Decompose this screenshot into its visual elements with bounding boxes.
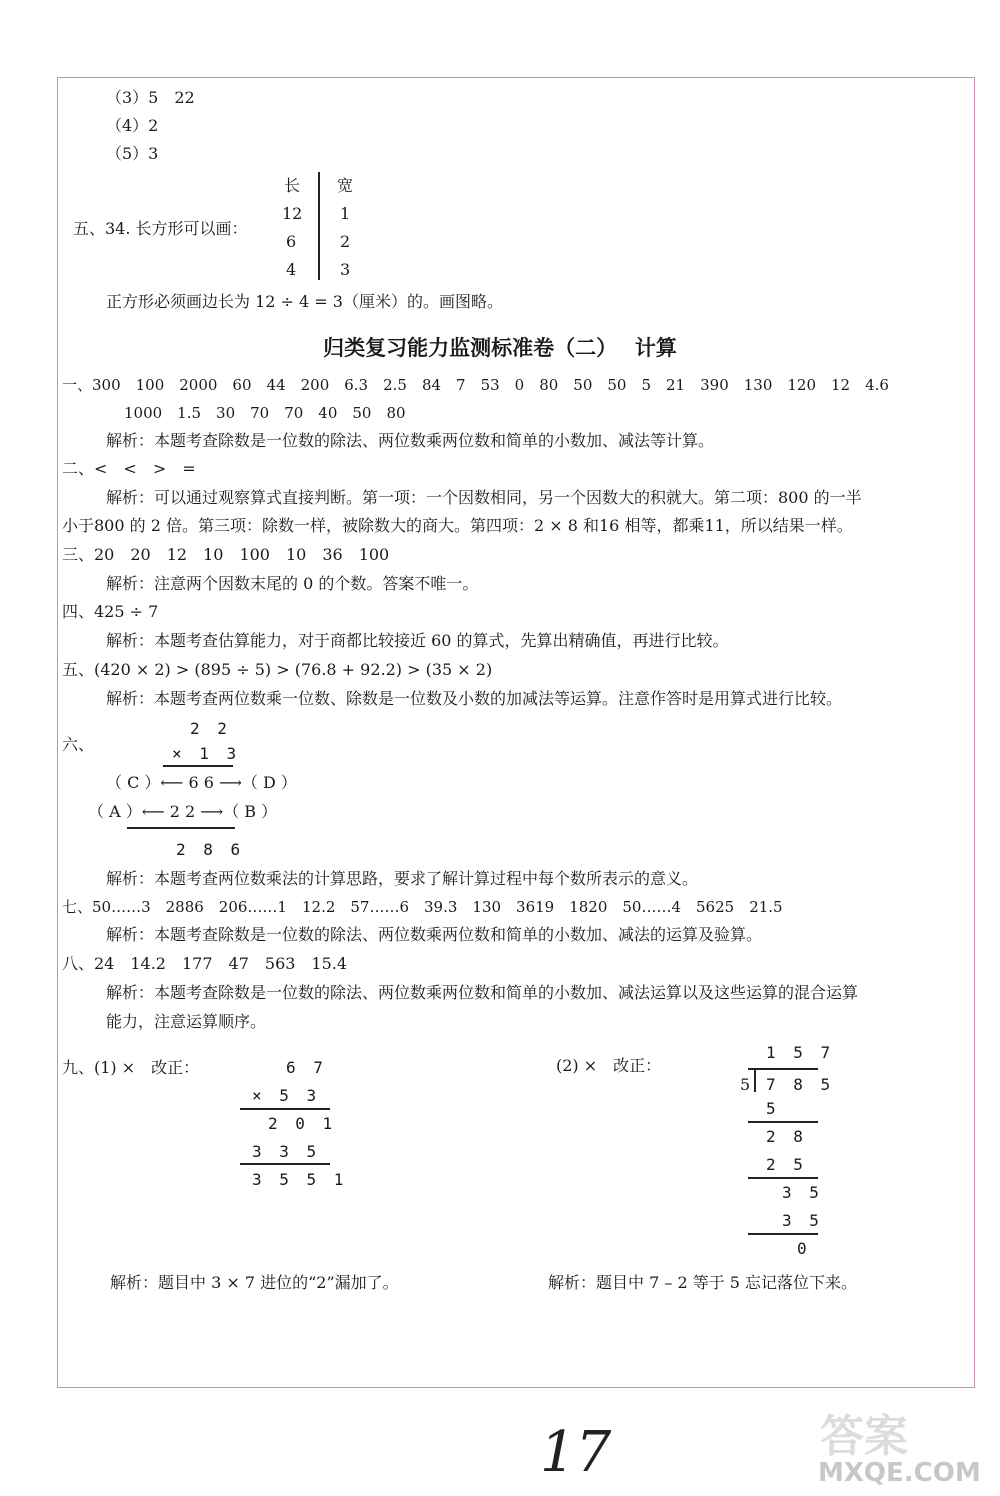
s9-p2-remainder: 0 bbox=[797, 1239, 811, 1258]
s6-result: 2 8 6 bbox=[176, 840, 245, 859]
table-cell: 3 bbox=[340, 260, 351, 279]
s9-p1-multiplier: × 5 3 bbox=[252, 1086, 321, 1105]
s9-p2-quotient: 1 5 7 bbox=[766, 1043, 835, 1062]
s9-p1-analysis: 解析：题目中 3 × 7 进位的“2”漏加了。 bbox=[110, 1273, 399, 1292]
s9-p1-result: 3 5 5 1 bbox=[252, 1170, 348, 1189]
s9-p1-rule bbox=[240, 1108, 330, 1110]
watermark-logo: 答案 bbox=[820, 1411, 908, 1462]
s2-analysis-cont: 小于800 的 2 倍。第三项：除数一样，被除数大的商大。第四项：2 × 8 和16 相等，都乘11，所以结果一样。 bbox=[62, 516, 853, 535]
s6-analysis: 解析：本题考查两位数乘法的计算思路，要求了解计算过程中每个数所表示的意义。 bbox=[106, 869, 699, 888]
s2-analysis: 解析：可以通过观察算式直接判断。第一项：一个因数相同，另一个因数大的积就大。第二项：800 的一半 bbox=[106, 488, 862, 507]
s4-analysis: 解析：本题考查估算能力，对于商都比较接近 60 的算式，先算出精确值，再进行比较。 bbox=[106, 631, 729, 650]
s9-p1-partial-2: 3 3 5 bbox=[252, 1142, 321, 1161]
s6-multiplicand: 2 2 bbox=[190, 719, 231, 738]
answer-5: （5）3 bbox=[106, 144, 159, 163]
s1-answers: 一、300 100 2000 60 44 200 6.3 2.5 84 7 53 0 80 50 50 5 21 390 130 120 12 4.6 bbox=[62, 376, 889, 394]
s8-analysis: 解析：本题考查除数是一位数的除法、两位数乘两位数和简单的小数加、减法运算以及这些运算的混合运算 bbox=[106, 983, 859, 1002]
answer-3: （3）5 22 bbox=[106, 88, 195, 107]
s9-p2-label: (2) × 改正： bbox=[556, 1056, 662, 1075]
s9-p1-partial-1: 2 0 1 bbox=[268, 1114, 337, 1133]
s6-partial-1: （ C ）⟵ 6 6 ⟶（ D ） bbox=[106, 773, 297, 792]
s9-p2-step: 2 5 bbox=[766, 1155, 807, 1174]
s9-p2-rule bbox=[748, 1177, 818, 1179]
s9-p1-rule bbox=[240, 1163, 330, 1165]
s9-p2-rule bbox=[748, 1121, 818, 1123]
s8-answers: 八、24 14.2 177 47 563 15.4 bbox=[62, 954, 348, 973]
s9-p1-multiplicand: 6 7 bbox=[286, 1058, 327, 1077]
q34-label: 五、34. 长方形可以画： bbox=[73, 219, 248, 238]
s9-p2-dividend: 7 8 5 bbox=[766, 1075, 835, 1094]
square-note: 正方形必须画边长为 12 ÷ 4 = 3（厘米）的。画图略。 bbox=[106, 292, 503, 311]
s6-multiplier: × 1 3 bbox=[172, 744, 241, 763]
s3-answers: 三、20 20 12 10 100 10 36 100 bbox=[62, 545, 390, 564]
s1-analysis: 解析：本题考查除数是一位数的除法、两位数乘两位数和简单的小数加、减法等计算。 bbox=[106, 431, 715, 450]
s7-analysis: 解析：本题考查除数是一位数的除法、两位数乘两位数和简单的小数加、减法的运算及验算。 bbox=[106, 925, 763, 944]
s5-analysis: 解析：本题考查两位数乘一位数、除数是一位数及小数的加减法等运算。注意作答时是用算式进行比较。 bbox=[106, 689, 843, 708]
s9-p2-analysis: 解析：题目中 7 – 2 等于 5 忘记落位下来。 bbox=[548, 1273, 858, 1292]
answer-4: （4）2 bbox=[106, 116, 159, 135]
table-cell: 1 bbox=[340, 204, 351, 223]
s9-p2-rule bbox=[748, 1068, 818, 1070]
table-cell: 12 bbox=[282, 204, 303, 223]
table-divider bbox=[318, 172, 320, 280]
table-cell: 6 bbox=[286, 232, 297, 251]
s9-p2-step: 3 5 bbox=[782, 1211, 823, 1230]
table-cell: 4 bbox=[286, 260, 297, 279]
table-cell: 2 bbox=[340, 232, 351, 251]
s9-p2-step: 5 bbox=[766, 1099, 780, 1118]
s9-p1-label: 九、(1) × 改正： bbox=[62, 1058, 200, 1077]
s9-p2-divisor: 5 bbox=[740, 1075, 751, 1094]
table-header-width: 宽 bbox=[337, 176, 354, 195]
watermark-url: MXQE.COM bbox=[818, 1458, 981, 1488]
s9-p2-step: 3 5 bbox=[782, 1183, 823, 1202]
s5-answer: 五、(420 × 2) > (895 ÷ 5) > (76.8 + 92.2) > (35 × 2) bbox=[62, 660, 493, 679]
table-header-length: 长 bbox=[284, 176, 301, 195]
page-number: 17 bbox=[540, 1420, 612, 1485]
s6-rule bbox=[127, 827, 235, 829]
s2-answers: 二、< < > = bbox=[62, 459, 196, 478]
s8-analysis-cont: 能力，注意运算顺序。 bbox=[106, 1012, 267, 1031]
section-title: 归类复习能力监测标准卷（二） 计算 bbox=[323, 336, 677, 360]
s7-answers: 七、50……3 2886 206……1 12.2 57……6 39.3 130 3619 1820 50……4 5625 21.5 bbox=[62, 898, 783, 916]
s9-p2-rule bbox=[748, 1233, 818, 1235]
s1-answers-cont: 1000 1.5 30 70 70 40 50 80 bbox=[124, 404, 406, 422]
s6-label: 六、 bbox=[62, 735, 95, 754]
s4-answer: 四、425 ÷ 7 bbox=[62, 602, 159, 621]
s3-analysis: 解析：注意两个因数末尾的 0 的个数。答案不唯一。 bbox=[106, 574, 479, 593]
s6-partial-2: （ A ）⟵ 2 2 ⟶（ B ） bbox=[88, 802, 278, 821]
s6-rule bbox=[163, 765, 233, 767]
s9-p2-bracket bbox=[754, 1068, 756, 1092]
s9-p2-step: 2 8 bbox=[766, 1127, 807, 1146]
